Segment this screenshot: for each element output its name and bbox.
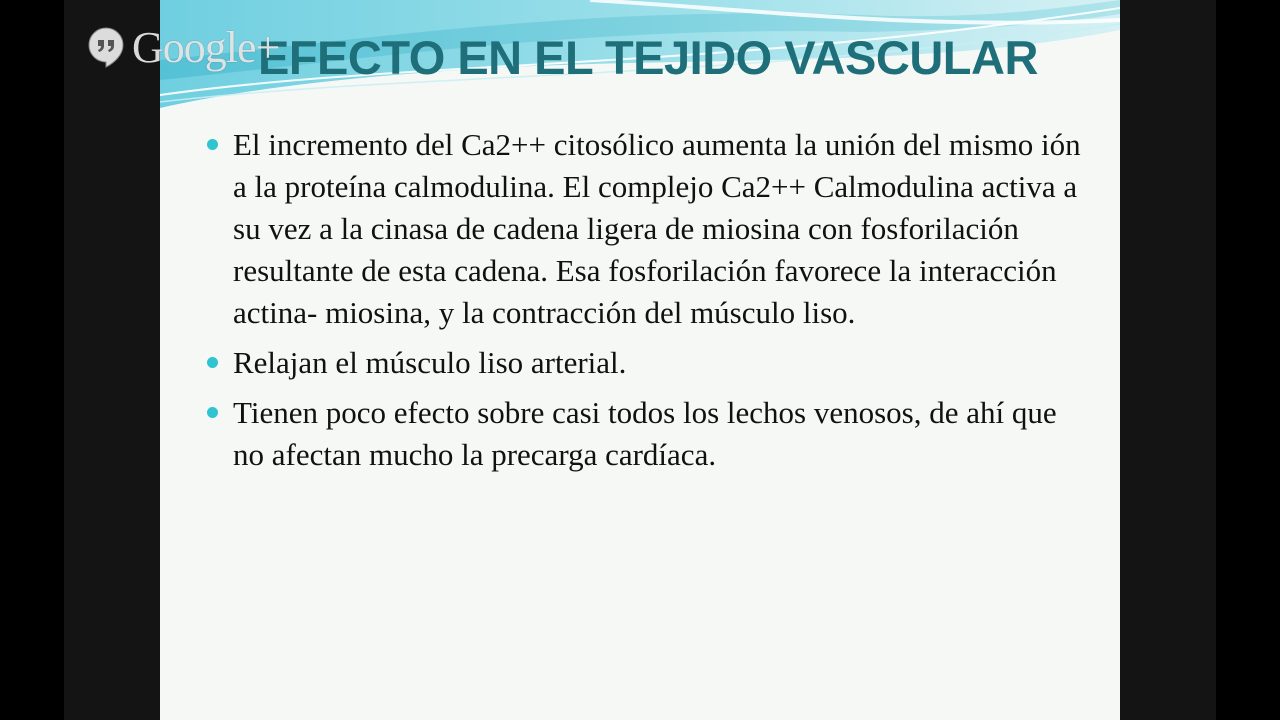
google-plus-watermark	[88, 22, 279, 72]
letterbox-left	[64, 0, 160, 720]
bullet-text: Relajan el músculo liso arterial.	[233, 345, 627, 380]
presentation-slide	[160, 0, 1120, 720]
bullet-dot-icon	[207, 139, 218, 150]
bullet-text: El incremento del Ca2++ citosólico aumenta la unión del mismo ión a la proteína calmodulina. El complejo Ca2++ Calmodulina activa a su vez a la cinasa de cadena ligera de miosina con fosforilación resultante de esta cadena. Esa fosforilación favorece la interacción actina- miosina, y la contracción del músculo liso.	[233, 127, 1081, 330]
bullet-dot-icon	[207, 407, 218, 418]
slide-title: EFECTO EN EL TEJIDO VASCULAR	[258, 31, 1038, 84]
bullet-item	[206, 342, 1086, 384]
watermark-text: Google+	[132, 22, 280, 72]
bullet-item	[206, 124, 1086, 334]
black-bar-right	[1216, 0, 1280, 720]
bullet-text: Tienen poco efecto sobre casi todos los lechos venosos, de ahí que no afectan mucho la precarga cardíaca.	[233, 395, 1057, 472]
black-bar-left	[0, 0, 64, 720]
bullet-dot-icon	[207, 357, 218, 368]
bullet-item	[206, 392, 1086, 476]
letterbox-right	[1120, 0, 1216, 720]
hangouts-quote-icon	[88, 26, 124, 68]
bullet-list	[206, 124, 1086, 484]
